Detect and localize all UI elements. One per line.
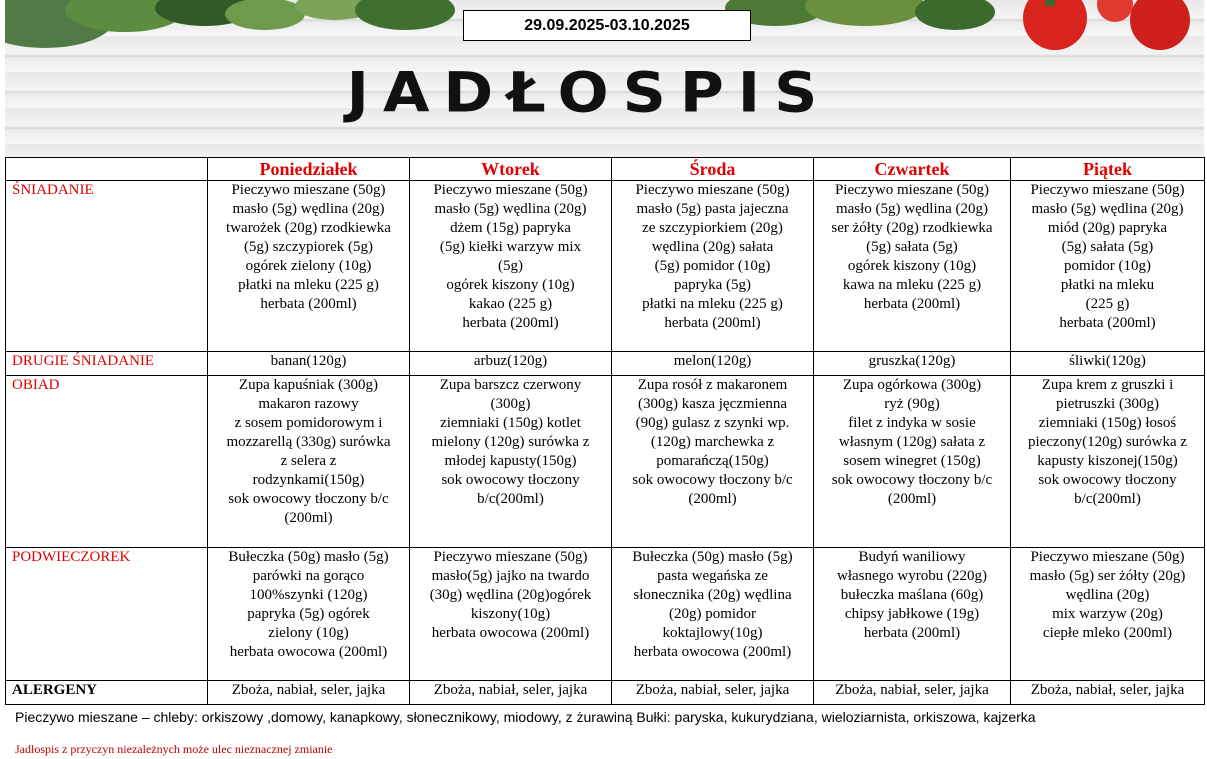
meal-cell: Pieczywo mieszane (50g) masło (5g) ser żółty (20g) wędlina (20g) mix warzyw (20g) ciepłe mleko (200ml) — [1011, 548, 1205, 681]
allergen-cell: Zboża, nabiał, seler, jajka — [814, 681, 1011, 705]
meal-cell: Pieczywo mieszane (50g) masło (5g) pasta jajeczna ze szczypiorkiem (20g) wędlina (20g) sałata (5g) pomidor (10g) papryka (5g) płatki na mleku (225 g) herbata (200ml) — [612, 181, 814, 352]
menu-table — [5, 157, 1205, 705]
meal-label: OBIAD — [6, 376, 208, 548]
allergen-cell: Zboża, nabiał, seler, jajka — [410, 681, 612, 705]
corner-cell — [6, 158, 208, 181]
day-header: Piątek — [1011, 158, 1205, 181]
meal-label: DRUGIE ŚNIADANIE — [6, 352, 208, 376]
meal-label: ALERGENY — [6, 681, 208, 705]
meal-cell: Pieczywo mieszane (50g) masło(5g) jajko na twardo (30g) wędlina (20g)ogórek kiszony(10g) herbata owocowa (200ml) — [410, 548, 612, 681]
allergen-cell: Zboża, nabiał, seler, jajka — [612, 681, 814, 705]
table-row — [6, 548, 1205, 681]
meal-label: ŚNIADANIE — [6, 181, 208, 352]
meal-cell: Zupa rosół z makaronem (300g) kasza jęczmienna (90g) gulasz z szynki wp. (120g) marchewka z pomarańczą(150g) sok owocowy tłoczony b/c (200ml) — [612, 376, 814, 548]
meal-cell: Zupa ogórkowa (300g) ryż (90g) filet z indyka w sosie własnym (120g) sałata z sosem winegret (150g) sok owocowy tłoczony b/c (200ml) — [814, 376, 1011, 548]
date-range: 29.09.2025-03.10.2025 — [463, 10, 751, 41]
table-row — [6, 376, 1205, 548]
page-title: JADŁOSPIS — [346, 60, 832, 126]
meal-cell: śliwki(120g) — [1011, 352, 1205, 376]
meal-cell: Zupa krem z gruszki i pietruszki (300g) ziemniaki (150g) łosoś pieczony(120g) surówka z kapusty kiszonej(150g) sok owocowy tłoczony b/c(200ml) — [1011, 376, 1205, 548]
table-row — [6, 181, 1205, 352]
bread-footnote: Pieczywo mieszane – chleby: orkiszowy ,domowy, kanapkowy, słonecznikowy, miodowy, z żurawiną Bułki: paryska, kukurydziana, wieloziarnista, orkiszowa, kajzerka — [15, 709, 1036, 725]
meal-cell: Pieczywo mieszane (50g) masło (5g) wędlina (20g) ser żółty (20g) rzodkiewka (5g) sałata (5g) ogórek kiszony (10g) kawa na mleku (225 g) herbata (200ml) — [814, 181, 1011, 352]
meal-cell: arbuz(120g) — [410, 352, 612, 376]
meal-cell: melon(120g) — [612, 352, 814, 376]
meal-cell: Pieczywo mieszane (50g) masło (5g) wędlina (20g) dżem (15g) papryka (5g) kiełki warzyw mix (5g) ogórek kiszony (10g) kakao (225 g) herbata (200ml) — [410, 181, 612, 352]
day-header: Czwartek — [814, 158, 1011, 181]
day-header: Wtorek — [410, 158, 612, 181]
meal-cell: Budyń waniliowy własnego wyrobu (220g) bułeczka maślana (60g) chipsy jabłkowe (19g) herbata (200ml) — [814, 548, 1011, 681]
header-banner — [5, 0, 1204, 157]
meal-cell: Zupa barszcz czerwony (300g) ziemniaki (150g) kotlet mielony (120g) surówka z młodej kapusty(150g) sok owocowy tłoczony b/c(200ml) — [410, 376, 612, 548]
meal-cell: Bułeczka (50g) masło (5g) pasta wegańska ze słonecznika (20g) wędlina (20g) pomidor koktajlowy(10g) herbata owocowa (200ml) — [612, 548, 814, 681]
day-header: Poniedziałek — [208, 158, 410, 181]
allergen-cell: Zboża, nabiał, seler, jajka — [208, 681, 410, 705]
day-header: Środa — [612, 158, 814, 181]
meal-cell: Zupa kapuśniak (300g) makaron razowy z sosem pomidorowym i mozzarellą (330g) surówka z selera z rodzynkami(150g) sok owocowy tłoczony b/c (200ml) — [208, 376, 410, 548]
meal-cell: Bułeczka (50g) masło (5g) parówki na gorąco 100%szynki (120g) papryka (5g) ogórek zielony (10g) herbata owocowa (200ml) — [208, 548, 410, 681]
header-row — [6, 158, 1205, 181]
table-row — [6, 681, 1205, 705]
disclaimer: Jadłospis z przyczyn niezależnych może ulec nieznacznej zmianie — [15, 742, 333, 756]
meal-cell: Pieczywo mieszane (50g) masło (5g) wędlina (20g) twarożek (20g) rzodkiewka (5g) szczypiorek (5g) ogórek zielony (10g) płatki na mleku (225 g) herbata (200ml) — [208, 181, 410, 352]
meal-label: PODWIECZOREK — [6, 548, 208, 681]
allergen-cell: Zboża, nabiał, seler, jajka — [1011, 681, 1205, 705]
table-row — [6, 352, 1205, 376]
meal-cell: gruszka(120g) — [814, 352, 1011, 376]
meal-cell: banan(120g) — [208, 352, 410, 376]
meal-cell: Pieczywo mieszane (50g) masło (5g) wędlina (20g) miód (20g) papryka (5g) sałata (5g) pomidor (10g) płatki na mleku (225 g) herbata (200ml) — [1011, 181, 1205, 352]
